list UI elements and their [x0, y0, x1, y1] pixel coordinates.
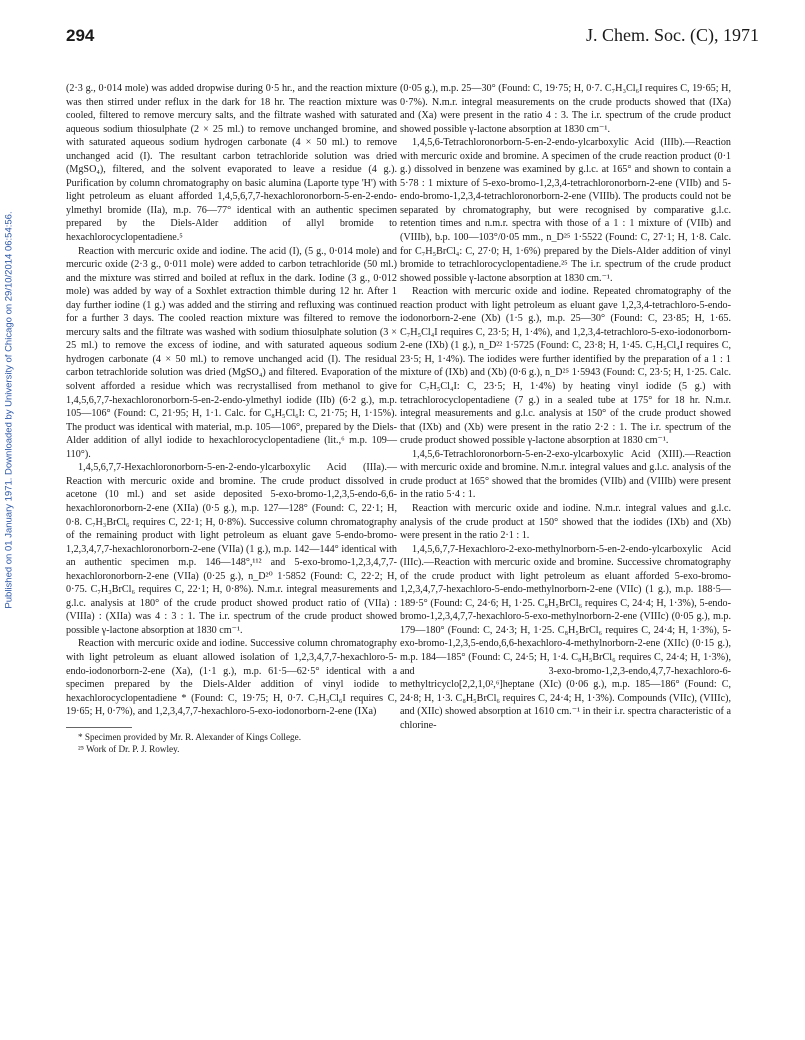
paragraph: 1,4,5,6,7,7-Hexachloro-2-exo-methylnorborn-5-en-2-endo-ylcarboxylic Acid (IIIc).—Reaction with mercuric oxide and bromine. Successive chromatography of the crude product with light petroleum as eluant afforded 5-exo-bromo-1,2,3,4,7,7-hexachloro-5-endo-methylnorborn-2-ene (VIIc) (1 g.), m.p. 188·5—189·5° (Found: C, 24·6; H, 1·25. C₈H₅BrCl₆ requires C, 24·4; H, 1·3%), 5-endo-bromo-1,2,3,4,7,7-hexachloro-5-exo-methylnorborn-2-ene (VIIIc) (0·05 g.), m.p. 179—180° (Found: C, 24·3; H, 1·25. C₈H₅BrCl₆ requires C, 24·4; H, 1·3%), 5-exo-bromo-1,2,3,5-endo,6,6-hexachloro-4-methylnorborn-2-ene (XIIc) (0·15 g.), m.p. 184—185° (Found: C, 24·5; H, 1·4. C₈H₅BrCl₆ requires C, 24·4; H, 1·3%), and 3-exo-bromo-1,2,3-endo,4,7,7-hexachloro-6-methyltricyclo[2,2,1,0²,⁶]heptane (XIc) (0·06 g.), m.p. 185—186° (Found: C, 24·8; H, 1·3. C₈H₅BrCl₆ requires C, 24·4; H, 1·3%). Compounds (VIIc), (VIIIc), and (XIIc) showed absorption at 1610 cm.⁻¹ in their i.r. spectra characteristic of a chlorine- [400, 543, 731, 731]
footnotes [66, 727, 397, 755]
paragraph: Reaction with mercuric oxide and iodine. Repeated chromatography of the reaction product with light petroleum as eluant gave 1,2,3,4-tetrachloro-5-endo-iodonorborn-2-ene (Xb) (1·5 g.), m.p. 25—30° (Found: C, 23·85; H, 1·65. C₇H₅Cl₄I requires C, 23·5; H, 1·4%), and 1,2,3,4-tetrachloro-5-exo-iodonorborn-2-ene (IXb) (1 g.), n_D²² 1·5725 (Found: C, 23·8; H, 1·45. C₇H₅Cl₄I requires C, 23·5; H, 1·4%). The iodides were further identified by the preparation of a 1 : 1 mixture of (IXb) and (Xb) (0·6 g.), n_D²⁵ 1·5943 (Found: C, 23·5; H, 1·25. Calc. for C₇H₅Cl₄I: C, 23·5; H, 1·4%) by heating vinyl iodide (5 g.) with tetrachlorocyclopentadiene (7 g.) in a sealed tube at 175° for 18 hr. N.m.r. integral measurements and g.l.c. analysis at 150° of the crude product showed that (IXb) and (Xb) were present in the ratio 2·2 : 1. The i.r. spectrum of the crude product showed possible γ-lactone absorption at 1830 cm⁻¹. [400, 286, 731, 447]
paragraph: (2·3 g., 0·014 mole) was added dropwise during 0·5 hr., and the reaction mixture was then stirred under reflux in the dark for 18 hr. The reaction mixture was cooled, filtered to remove mercury salts, and the filtrate washed with saturated aqueous sodium thiosulphate (2 × 25 ml.) to remove unchanged bromine, and with saturated aqueous sodium hydrogen carbonate (4 × 50 ml.) to remove unchanged acid (I). The resultant carbon tetrachloride solution was dried (MgSO₄), filtered, and the solvent evaporated to leave a residue (4 g.). Purification by column chromatography on basic alumina (Laporte type 'H') with light petroleum as eluant afforded 1,4,5,6,7,7-hexachloronorborn-5-en-2-endo-ylmethyl bromide (IIa), m.p. 76—77° identical with an authentic specimen prepared by the Diels-Alder addition of allyl bromide to hexachlorocyclopentadiene.⁵ [66, 83, 397, 244]
download-notice [2, 180, 16, 640]
footnote: * Specimen provided by Mr. R. Alexander of Kings College. [78, 731, 302, 742]
download-notice-text[interactable]: Published on 01 January 1971. Downloaded by University of Chicago on 29/10/2014 06:54:56. [3, 211, 15, 609]
paragraph: Reaction with mercuric oxide and iodine. N.m.r. integral values and g.l.c. analysis of the crude product at 150° showed that the iodides (IXb) and (Xb) were present in the ratio 2·1 : 1. [400, 502, 731, 542]
paragraph: Reaction with mercuric oxide and iodine. Successive column chromatography with light petroleum as eluant allowed isolation of 1,2,3,4,7,7-hexachloro-5-endo-iodonorborn-2-ene (Xa), (1·1 g.), m.p. 61·5—62·5° identical with a specimen prepared by the Diels-Alder addition of vinyl iodide to hexachlorocyclopentadiene * (Found: C, 19·75; H, 0·7. C₇H₃Cl₆I requires C, 19·65; H, 0·7%), and 1,2,3,4,7,7-hexachloro-5-exo-iodonorborn-2-ene (IXa) [66, 638, 397, 718]
journal-title: J. Chem. Soc. (C), 1971 [586, 25, 759, 45]
right-column [400, 82, 731, 732]
page-number: 294 [66, 26, 95, 45]
paragraph: 1,4,5,6-Tetrachloronorborn-5-en-2-endo-ylcarboxylic Acid (IIIb).—Reaction with mercuric oxide and bromine. A specimen of the crude reaction product (0·1 g.) dissolved in benzene was examined by g.l.c. at 165° and shown to contain a 5·78 : 1 mixture of 5-exo-bromo-1,2,3,4-tetrachloronorborn-2-ene (VIIb) and 5-endo-bromo-1,2,3,4-tetrachloronorborn-2-ene (VIIIb). The products could not be separated by chromatography, but were recognised by comparative g.l.c. retention times and n.m.r. spectra with those of a 1 : 1 mixture of (VIIb) and (VIIIb), b.p. 100—103°/0·05 mm., n_D²⁵ 1·5522 (Found: C, 27·1; H, 1·8. Calc. for C₇H₅BrCl₄: C, 27·0; H, 1·6%) prepared by the Diels-Alder addition of vinyl bromide to tetrachlorocyclopentadiene.²⁵ The i.r. spectrum of the crude product showed possible γ-lactone absorption at 1830 cm.⁻¹. [400, 137, 731, 284]
paragraph: (0·05 g.), m.p. 25—30° (Found: C, 19·75; H, 0·7. C₇H₃Cl₆I requires C, 19·65; H, 0·7%). N.m.r. integral measurements on the crude products showed that (IXa) and (Xa) were present in the ratio 4 : 3. The i.r. spectrum of the crude product showed possible γ-lactone absorption at 1830 cm⁻¹. [400, 83, 731, 135]
footnote: ²⁵ Work of Dr. P. J. Rowley. [78, 743, 180, 754]
paragraph: Reaction with mercuric oxide and iodine. The acid (I), (5 g., 0·014 mole) and mercuric oxide (2·3 g., 0·011 mole) were added to carbon tetrachloride (50 ml.) and the mixture was stirred and boiled at reflux in the dark. Iodine (3 g., 0·012 mole) was added by way of a Soxhlet extraction thimble during 12 hr. After 1 day further iodine (1 g.) was added and the stirring and refluxing was continued for a further 3 days. The cooled reaction mixture was filtered to remove the mercury salts and the filtrate was washed with sodium thiosulphate solution (3 × 25 ml.) to remove the excess of iodine, and with saturated aqueous sodium hydrogen carbonate (4 × 50 ml.) to remove unchanged acid (I). The residual carbon tetrachloride solution was dried (MgSO₄) and filtered. Evaporation of the solvent afforded a residue which was recrystallised from methanol to give 1,4,5,6,7,7-hexachloronorborn-5-en-2-endo-ylmethyl iodide (IIb) (6·2 g.), m.p. 105—106° (Found: C, 21·95; H, 1·1. Calc. for C₈H₅Cl₆I: C, 21·75; H, 1·15%). The product was identical with material, m.p. 105—106°, prepared by the Diels-Alder addition of allyl iodide to hexachlorocyclopentadiene (lit.,⁶ m.p. 109—110°). [66, 245, 397, 460]
left-column [66, 82, 397, 755]
footnote-divider [66, 727, 132, 728]
paragraph: 1,4,5,6-Tetrachloronorborn-5-en-2-exo-ylcarboxylic Acid (XIII).—Reaction with mercuric oxide and bromine. N.m.r. integral values and g.l.c. analysis of the crude product at 165° showed that the bromides (VIIb) and (VIIIb) were present in the ratio 5·4 : 1. [400, 448, 731, 501]
paragraph: 1,4,5,6,7,7-Hexachloronorborn-5-en-2-endo-ylcarboxylic Acid (IIIa).—Reaction with mercuric oxide and bromine. The crude product dissolved in acetone (10 ml.) and set aside deposited 5-exo-bromo-1,2,3,5-endo-6,6-hexachloronorborn-2-ene (XIIa) (0·5 g.), m.p. 127—128° (Found: C, 22·1; H, 0·8. C₇H₃BrCl₆ requires C, 22·1; H, 0·8%). Successive column chromatography of the remaining product with light petroleum as eluant gave 5-endo-bromo-1,2,3,4,7,7-hexachloronorborn-2-ene (VIIa) (1 g.), m.p. 142—144° identical with an authentic specimen m.p. 146—148°,¹¹² and 5-exo-bromo-1,2,3,4,7,7-hexachloronorborn-2-ene (VIIa) (0·25 g.), n_D²⁰ 1·5852 (Found: C, 22·2; H, 0·75. C₇H₃BrCl₆ requires C, 22·1; H, 0·8%). N.m.r. integral measurements and g.l.c. analysis at 180° of the crude product showed product ratio of (VIIa) : (VIIIa) : (XIIa) was 4 : 3 : 1. The i.r. spectrum of the crude product showed possible γ-lactone absorption at 1830 cm⁻¹. [66, 462, 397, 636]
